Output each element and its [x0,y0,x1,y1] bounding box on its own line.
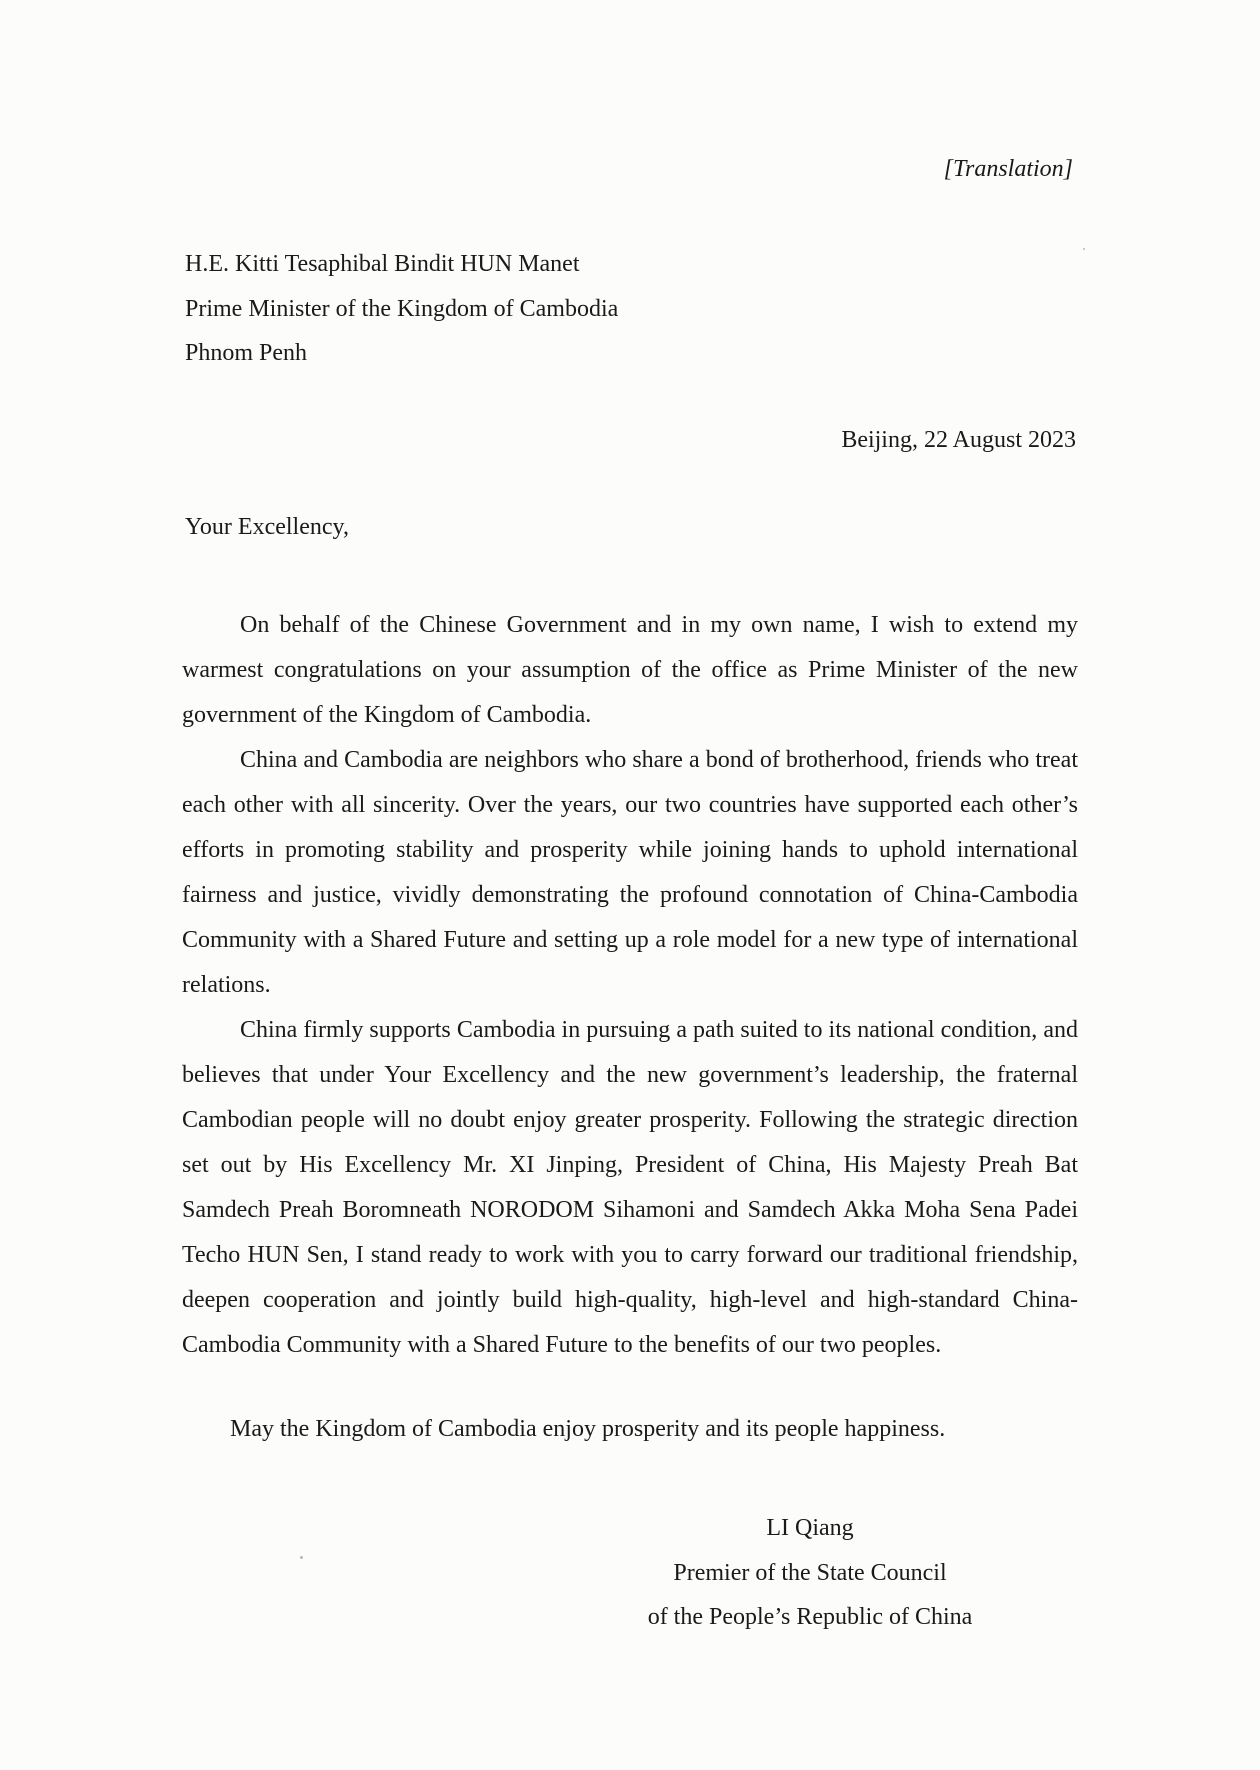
signatory-title: Premier of the State Council [673,1559,947,1586]
addressee-name: H.E. Kitti Tesaphibal Bindit HUN Manet [185,251,580,277]
body-paragraph: On behalf of the Chinese Government and in my own name, I wish to extend my warmest congratulations on your assumption of the office as Prime Minister of the new government of the Kingdom of Cambodia. [182,612,1078,728]
signatory-title-continued: of the People’s Republic of China [647,1604,973,1630]
place-date: Beijing, 22 August 2023 [841,427,1076,453]
signature-block [630,1506,990,1640]
translation-marker: [Translation] [943,156,1073,182]
letter-body [182,603,1078,1368]
addressee-block [185,242,618,376]
body-paragraph: China and Cambodia are neighbors who share a bond of brotherhood, friends who treat each other with all sincerity. Over the years, our two countries have supported each other’s efforts in promoting stability and prosperity while joining hands to uphold international fairness and justice, vividly demonstrating the profound connotation of China-Cambodia Community with a Shared Future and setting up a role model for a new type of international relations. [182,747,1078,998]
signatory-name: LI Qiang [766,1515,854,1541]
addressee-title: Prime Minister of the Kingdom of Cambodia [185,295,619,322]
salutation: Your Excellency, [185,514,349,540]
paper-speck [300,1556,303,1559]
body-paragraph: China firmly supports Cambodia in pursuing a path suited to its national condition, and believes that under Your Excellency and the new government’s leadership, the fraternal Cambodian people will no doubt enjoy greater prosperity. Following the strategic direction set out by His Excellency Mr. XI Jinping, President of China, His Majesty Preah Bat Samdech Preah Boromneath NORODOM Sihamoni and Samdech Akka Moha Sena Padei Techo HUN Sen, I stand ready to work with you to carry forward our traditional friendship, deepen cooperation and jointly build high-quality, high-level and high-standard China-Cambodia Community with a Shared Future to the benefits of our two peoples. [182,1017,1078,1358]
closing-line: May the Kingdom of Cambodia enjoy prosperity and its people happiness. [230,1416,946,1442]
paper-speck [1083,248,1085,250]
addressee-city: Phnom Penh [185,340,308,366]
